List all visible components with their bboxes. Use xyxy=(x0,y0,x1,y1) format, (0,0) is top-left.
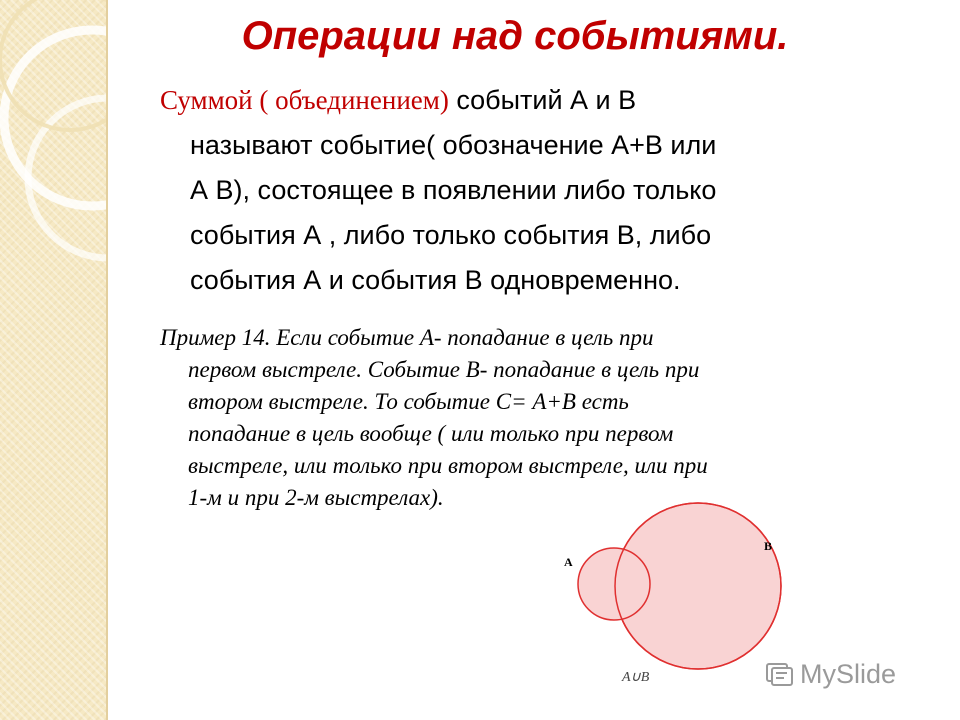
venn-circle-a xyxy=(578,548,650,620)
definition-term: Суммой ( объединением) xyxy=(160,85,449,115)
venn-diagram xyxy=(556,506,796,686)
slide-stack-icon xyxy=(764,659,794,689)
venn-caption: A∪B xyxy=(622,670,650,685)
slide-title: Операции над событиями. xyxy=(241,14,789,58)
example-text xyxy=(160,322,940,514)
left-decorative-band xyxy=(0,0,108,720)
venn-label-a: A xyxy=(564,555,573,569)
example-line-2: первом выстреле. Событие В- попадание в цель при xyxy=(188,357,700,382)
example-line-3: втором выстреле. То событие С= А+В есть xyxy=(188,389,629,414)
definition-text xyxy=(160,78,900,303)
example-line-4: попадание в цель вообще ( или только при первом xyxy=(188,421,674,446)
definition-line-2: называют событие( обозначение А+В или xyxy=(190,130,717,160)
venn-label-b: B xyxy=(764,539,773,553)
example-line-1: Пример 14. Если событие А- попадание в цель при xyxy=(160,325,654,350)
definition-line-1 xyxy=(160,78,900,123)
definition-line-1-rest: событий А и В xyxy=(448,85,637,115)
watermark-text: MySlide xyxy=(800,658,897,689)
definition-line-3: А В), состоящее в появлении либо только xyxy=(190,175,717,205)
example-line-6: 1-м и при 2-м выстрелах). xyxy=(188,485,444,510)
watermark xyxy=(764,654,896,694)
definition-line-4: события А , либо только события В, либо xyxy=(190,220,712,250)
definition-line-5: события А и события В одновременно. xyxy=(190,265,681,295)
example-line-5: выстреле, или только при втором выстреле, или при xyxy=(188,453,708,478)
